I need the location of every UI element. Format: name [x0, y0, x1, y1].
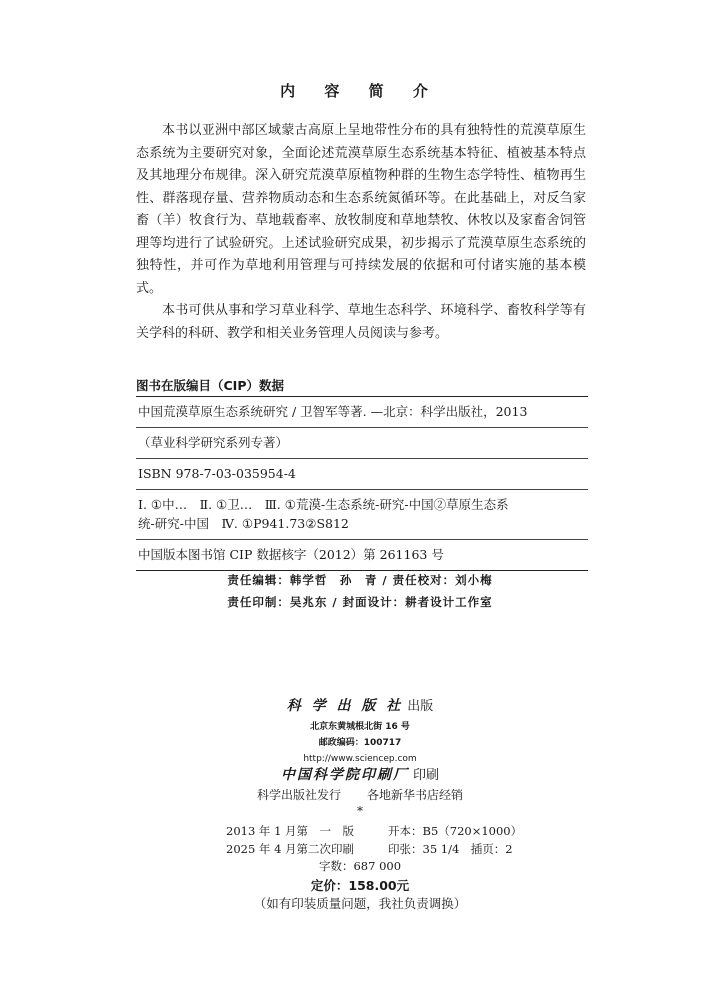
edition-info — [226, 822, 526, 858]
word-count: 字数：687 000 — [318, 859, 402, 873]
cip-classification — [136, 490, 588, 540]
printing-info: 2025 年 4 月第二次印刷 — [226, 842, 355, 856]
summary-text — [136, 120, 586, 345]
edition-row-1 — [226, 822, 526, 840]
publisher-suffix: 出版 — [407, 699, 434, 714]
cip-classification-line-1: Ⅰ. ①中… Ⅱ. ①卫… Ⅲ. ①荒漠-生态系统-研究-中国②草原生态系 — [138, 497, 509, 512]
cip-isbn-line: ISBN 978-7-03-035954-4 — [136, 459, 588, 490]
publisher-name: 科 学 出 版 社 — [286, 698, 404, 714]
publisher-address: 北京东黄城根北街 16 号 — [310, 722, 410, 732]
publisher-postcode: 邮政编码：100717 — [318, 738, 402, 748]
summary-title: 内 容 简 介 — [280, 82, 440, 100]
cip-heading: 图书在版编目（CIP）数据 — [136, 378, 284, 393]
book-format: 开本：B5（720×1000） — [388, 824, 523, 838]
cip-series-line: （草业科学研究系列专著） — [136, 428, 588, 459]
summary-paragraph-2: 本书可供从事和学习草业科学、草地生态科学、环境科学、畜牧科学等有关学科的科研、教学和相关业务管理人员阅读与参考。 — [136, 303, 586, 341]
printer-suffix: 印刷 — [412, 768, 439, 783]
separator-star: * — [357, 804, 363, 818]
editor-credits: 责任编辑：韩学哲 孙 青 / 责任校对：刘小梅 — [227, 573, 493, 587]
cip-classification-line-2: 统-研究-中国 Ⅳ. ①P941.73②S812 — [138, 516, 349, 531]
sheet-info: 印张：35 1/4 插页：2 — [388, 842, 513, 856]
production-credits: 责任印制：吴兆东 / 封面设计：耕者设计工作室 — [227, 595, 493, 609]
cip-data-box — [136, 396, 588, 571]
cip-record-number: 中国版本图书馆 CIP 数据核字（2012）第 261163 号 — [138, 547, 444, 562]
cip-title-line: 中国荒漠草原生态系统研究 / 卫智军等著. —北京：科学出版社，2013 — [136, 397, 588, 428]
distribution-line — [0, 786, 720, 803]
first-edition: 2013 年 1 月第 一 版 — [226, 824, 355, 838]
publisher-url: http://www.sciencep.com — [303, 754, 417, 764]
summary-paragraph-1: 本书以亚洲中部区域蒙古高原上呈地带性分布的具有独特性的荒漠草原生态系统为主要研究对象，全面论述荒漠草原生态系统基本特征、植被基本特点及其地理分布规律。深入研究荒漠草原植物种群的生物生态学特性、植物再生性、群落现存量、营养物质动态和生态系统氮循环等。在此基础上，对反刍家畜（羊）牧食行为、草地载畜率、放牧制度和草地禁牧、休牧以及家畜舍饲管理等均进行了试验研究。上述试验研究成果，初步揭示了荒漠草原生态系统的独特性，并可作为草地利用管理与可持续发展的依据和可付诸实施的基本模式。 — [136, 123, 586, 296]
distributor: 科学出版社发行 — [256, 788, 341, 802]
quality-notice: （如有印装质量问题，我社负责调换） — [253, 896, 467, 911]
publisher-block — [0, 695, 720, 767]
publisher-line — [0, 695, 720, 715]
printer-name: 中国科学院印刷厂 — [280, 767, 409, 783]
edition-row-2 — [226, 840, 526, 858]
printer-line — [0, 764, 720, 784]
price: 定价：158.00元 — [310, 878, 410, 893]
retailer: 各地新华书店经销 — [367, 788, 464, 802]
